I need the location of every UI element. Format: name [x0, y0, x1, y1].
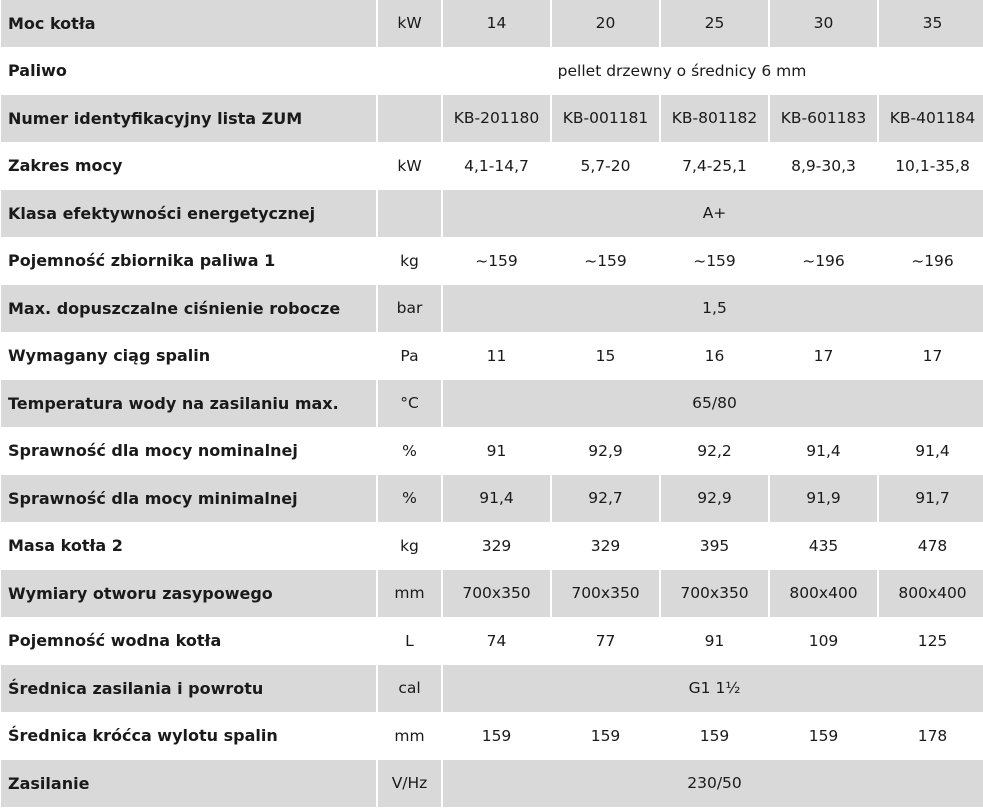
- value-cell: 5,7-20: [552, 143, 659, 190]
- value-cell: 91: [661, 618, 768, 665]
- row-unit: [378, 95, 441, 142]
- row-unit: kW: [378, 0, 441, 47]
- value-cell: 478: [879, 523, 983, 570]
- value-cell: 91,7: [879, 475, 983, 522]
- value-cell: ~159: [552, 238, 659, 285]
- value-cell: 17: [770, 333, 877, 380]
- value-cell: KB-401184: [879, 95, 983, 142]
- row-unit: %: [378, 475, 441, 522]
- value-cell: 91: [443, 428, 550, 475]
- row-unit: °C: [378, 380, 441, 427]
- value-cell: 159: [552, 713, 659, 760]
- table-row: [1, 190, 983, 237]
- row-label: Zasilanie: [1, 760, 376, 807]
- value-cell: 700x350: [552, 570, 659, 617]
- value-cell: 74: [443, 618, 550, 665]
- value-cell: 159: [770, 713, 877, 760]
- value-cell: 35: [879, 0, 983, 47]
- value-cell: 395: [661, 523, 768, 570]
- row-label: Wymiary otworu zasypowego: [1, 570, 376, 617]
- value-cell: 4,1-14,7: [443, 143, 550, 190]
- row-unit: %: [378, 428, 441, 475]
- value-cell: 159: [443, 713, 550, 760]
- value-cell: 17: [879, 333, 983, 380]
- table-row: [1, 475, 983, 522]
- row-unit: V/Hz: [378, 760, 441, 807]
- row-unit: L: [378, 618, 441, 665]
- value-cell: 25: [661, 0, 768, 47]
- row-label: Numer identyfikacyjny lista ZUM: [1, 95, 376, 142]
- value-cell: 11: [443, 333, 550, 380]
- merged-value-cell: 230/50: [443, 760, 983, 807]
- value-cell: 800x400: [770, 570, 877, 617]
- row-unit: kg: [378, 523, 441, 570]
- table-row: [1, 428, 983, 475]
- merged-value-cell: 1,5: [443, 285, 983, 332]
- table-row: [1, 618, 983, 665]
- value-cell: 14: [443, 0, 550, 47]
- value-cell: 91,4: [443, 475, 550, 522]
- value-cell: 91,4: [770, 428, 877, 475]
- value-cell: KB-601183: [770, 95, 877, 142]
- value-cell: 92,2: [661, 428, 768, 475]
- table-row: [1, 95, 983, 142]
- merged-value-cell: A+: [443, 190, 983, 237]
- value-cell: ~196: [770, 238, 877, 285]
- table-row: [1, 570, 983, 617]
- row-unit: mm: [378, 570, 441, 617]
- row-label: Max. dopuszczalne ciśnienie robocze: [1, 285, 376, 332]
- table-row: [1, 143, 983, 190]
- value-cell: 16: [661, 333, 768, 380]
- value-cell: KB-801182: [661, 95, 768, 142]
- value-cell: 329: [552, 523, 659, 570]
- value-cell: 700x350: [661, 570, 768, 617]
- value-cell: 91,4: [879, 428, 983, 475]
- value-cell: 8,9-30,3: [770, 143, 877, 190]
- row-label: Klasa efektywności energetycznej: [1, 190, 376, 237]
- row-label: Wymagany ciąg spalin: [1, 333, 376, 380]
- row-label: Zakres mocy: [1, 143, 376, 190]
- row-label: Paliwo: [1, 48, 376, 95]
- value-cell: ~159: [661, 238, 768, 285]
- table-row: [1, 48, 983, 95]
- row-unit: kW: [378, 143, 441, 190]
- value-cell: 109: [770, 618, 877, 665]
- table-row: [1, 523, 983, 570]
- row-unit: cal: [378, 665, 441, 712]
- table-row: [1, 665, 983, 712]
- value-cell: 435: [770, 523, 877, 570]
- value-cell: 92,7: [552, 475, 659, 522]
- row-label: Temperatura wody na zasilaniu max.: [1, 380, 376, 427]
- value-cell: 800x400: [879, 570, 983, 617]
- value-cell: 15: [552, 333, 659, 380]
- value-cell: KB-001181: [552, 95, 659, 142]
- table-row: [1, 0, 983, 47]
- row-label: Pojemność zbiornika paliwa 1: [1, 238, 376, 285]
- spec-table-body: [1, 0, 983, 807]
- value-cell: 10,1-35,8: [879, 143, 983, 190]
- value-cell: 159: [661, 713, 768, 760]
- value-cell: ~196: [879, 238, 983, 285]
- value-cell: 125: [879, 618, 983, 665]
- table-row: [1, 380, 983, 427]
- table-row: [1, 238, 983, 285]
- row-label: Średnica króćca wylotu spalin: [1, 713, 376, 760]
- value-cell: 20: [552, 0, 659, 47]
- merged-value-cell: pellet drzewny o średnicy 6 mm: [378, 48, 983, 95]
- table-row: [1, 760, 983, 807]
- value-cell: 92,9: [552, 428, 659, 475]
- value-cell: 77: [552, 618, 659, 665]
- row-unit: bar: [378, 285, 441, 332]
- value-cell: 92,9: [661, 475, 768, 522]
- row-label: Sprawność dla mocy nominalnej: [1, 428, 376, 475]
- row-label: Pojemność wodna kotła: [1, 618, 376, 665]
- row-unit: [378, 190, 441, 237]
- row-unit: kg: [378, 238, 441, 285]
- row-label: Moc kotła: [1, 0, 376, 47]
- row-label: Sprawność dla mocy minimalnej: [1, 475, 376, 522]
- value-cell: 700x350: [443, 570, 550, 617]
- merged-value-cell: 65/80: [443, 380, 983, 427]
- table-row: [1, 333, 983, 380]
- merged-value-cell: G1 1½: [443, 665, 983, 712]
- value-cell: 329: [443, 523, 550, 570]
- table-row: [1, 285, 983, 332]
- value-cell: KB-201180: [443, 95, 550, 142]
- value-cell: 178: [879, 713, 983, 760]
- table-row: [1, 713, 983, 760]
- value-cell: 91,9: [770, 475, 877, 522]
- row-unit: Pa: [378, 333, 441, 380]
- row-label: Masa kotła 2: [1, 523, 376, 570]
- row-label: Średnica zasilania i powrotu: [1, 665, 376, 712]
- row-unit: mm: [378, 713, 441, 760]
- value-cell: 7,4-25,1: [661, 143, 768, 190]
- value-cell: 30: [770, 0, 877, 47]
- value-cell: ~159: [443, 238, 550, 285]
